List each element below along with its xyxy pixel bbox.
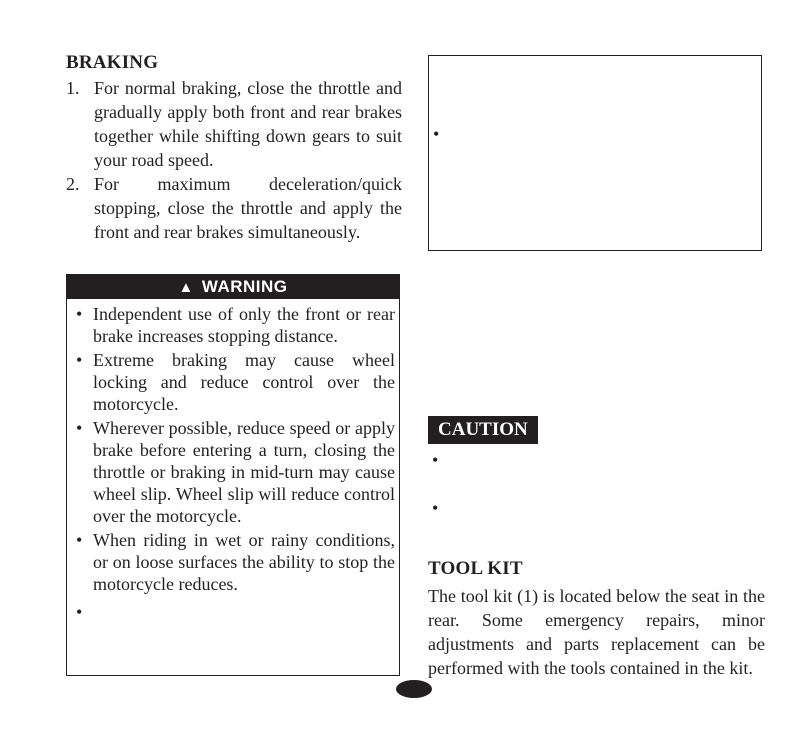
step-number: 2. (66, 174, 80, 194)
warning-list (71, 303, 395, 622)
braking-step (66, 76, 402, 172)
list-item: • Independent use of only the front or rear brake increases stopping distance. (76, 304, 395, 346)
bullet-icon: • (432, 450, 439, 470)
notice-box (428, 55, 762, 251)
page-marker (396, 680, 432, 698)
bullet-icon: • (76, 418, 83, 438)
warning-header (67, 275, 399, 299)
warning-box (66, 274, 400, 676)
bullet-icon: • (432, 498, 439, 518)
bullet-icon: • (76, 304, 83, 324)
step-number: 1. (66, 78, 80, 98)
list-item: • Extreme braking may cause wheel locking and reduce control over the motorcycle. (76, 350, 395, 414)
list-item: • Wherever possible, reduce speed or apply brake before entering a turn, closing the throttle or braking in mid-turn may cause wheel slip. Wheel slip will reduce control over the motorcycle. (76, 418, 395, 526)
tool-kit-heading: TOOL KIT (428, 558, 523, 579)
braking-heading: BRAKING (66, 52, 159, 73)
bullet-icon: • (76, 602, 83, 622)
bullet-icon: • (76, 350, 83, 370)
bullet-icon: • (433, 124, 440, 144)
braking-step (66, 172, 402, 244)
list-item: • When riding in wet or rainy conditions, or on loose surfaces the ability to stop the motorcycle reduces. (76, 530, 395, 594)
warning-triangle-icon: ▲ (178, 279, 194, 296)
tool-kit-text: The tool kit (1) is located below the seat in the rear. Some emergency repairs, minor adjustments and parts replacement can be performed with the tools contained in the kit. (428, 586, 765, 678)
caution-label: CAUTION (428, 416, 538, 444)
bullet-icon: • (76, 530, 83, 550)
braking-steps (66, 76, 402, 244)
step-text: For normal braking, close the throttle and gradually apply both front and rear brakes together while shifting down gears to suit your road speed. (94, 78, 402, 170)
step-text: For maximum deceleration/quick stopping, close the throttle and apply the front and rear brakes simultaneously. (94, 174, 402, 242)
warning-label: WARNING (201, 277, 288, 296)
